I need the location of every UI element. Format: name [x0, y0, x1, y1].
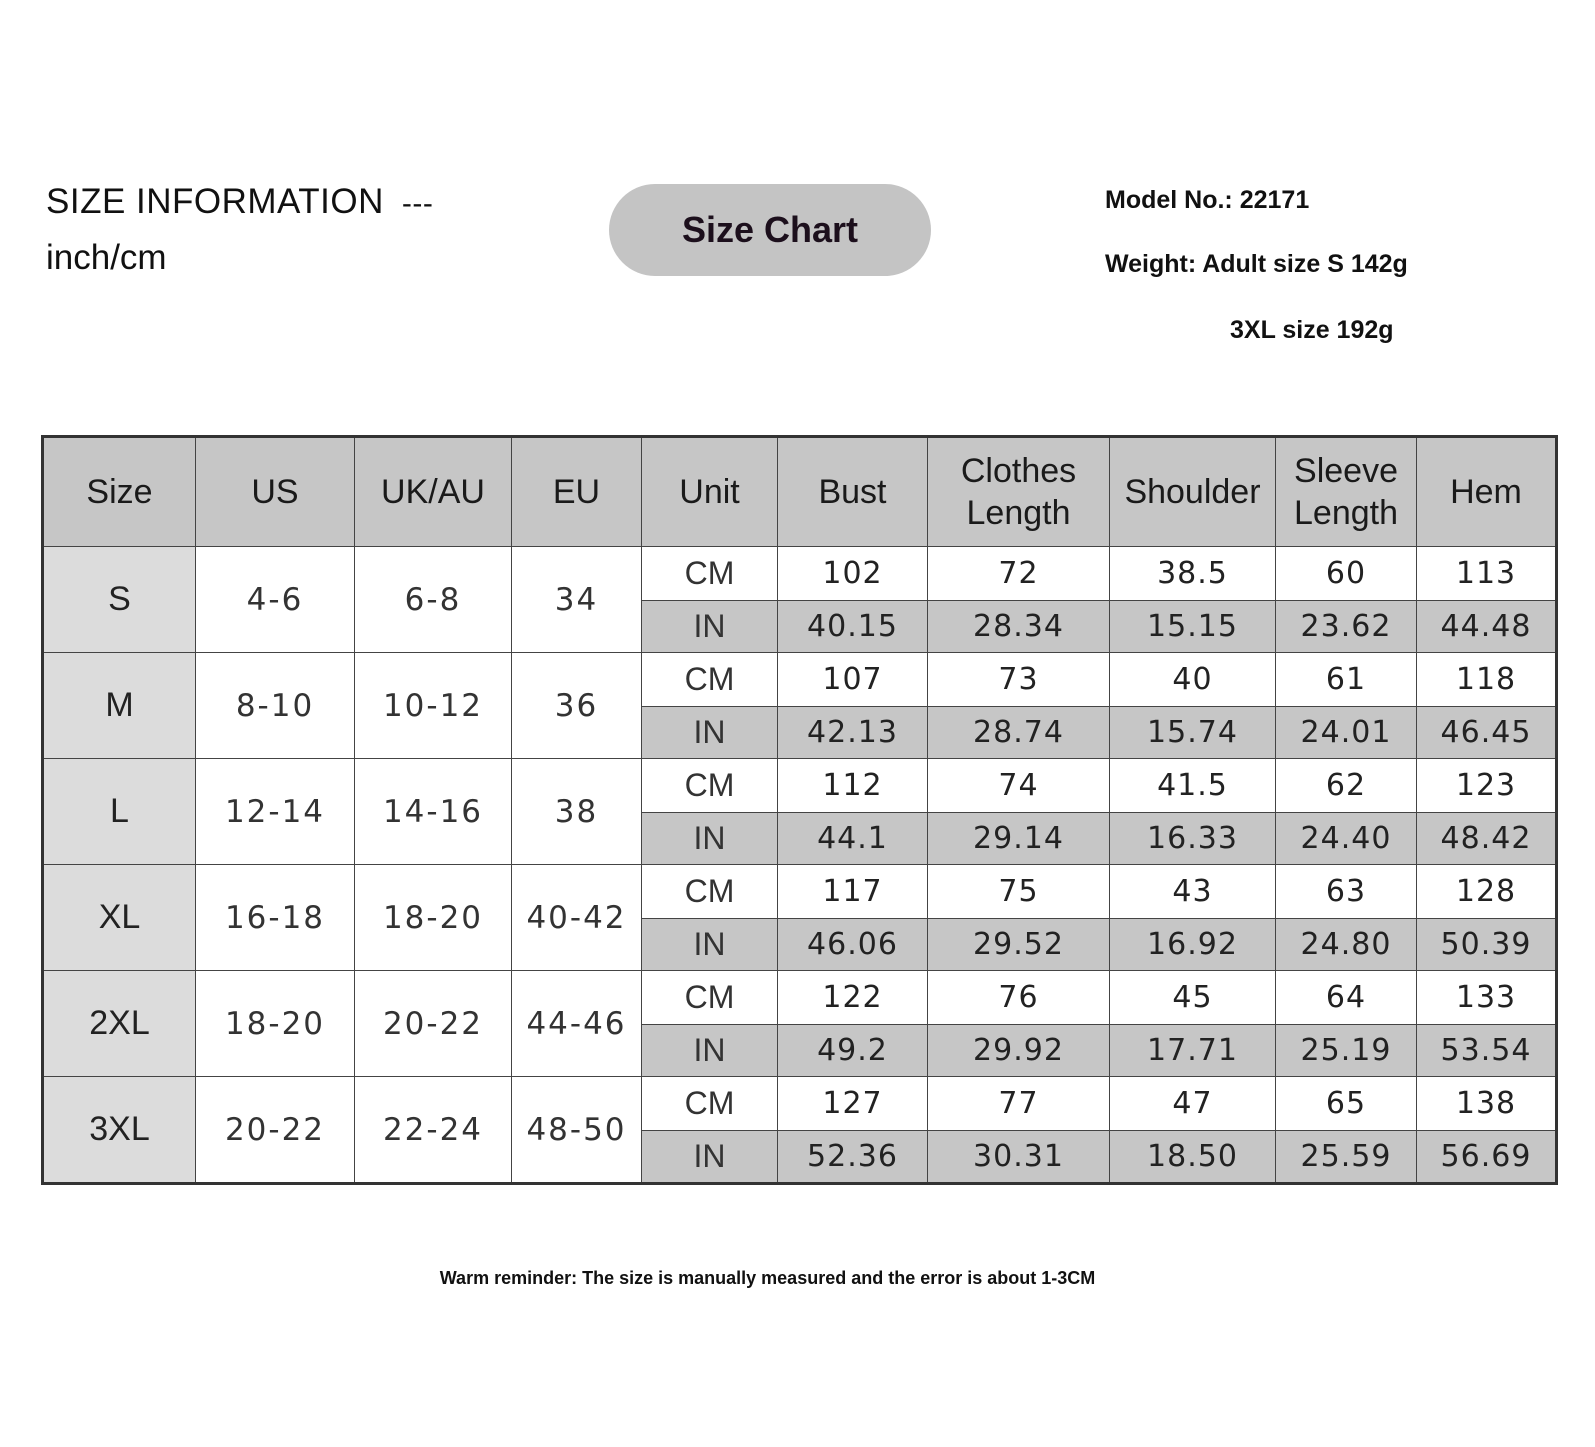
header-bust: Bust: [778, 437, 928, 547]
table-header-row: [43, 437, 1557, 547]
shoulder-value: 18.50: [1110, 1131, 1276, 1184]
header-hem: Hem: [1417, 437, 1557, 547]
length-value: 74: [928, 759, 1110, 813]
ukau-size: 6-8: [355, 547, 512, 653]
unit-cell: IN: [642, 919, 778, 971]
bust-value: 102: [778, 547, 928, 601]
length-value: 30.31: [928, 1131, 1110, 1184]
hem-value: 53.54: [1417, 1025, 1557, 1077]
sleeve-value: 25.59: [1276, 1131, 1417, 1184]
table-row-cm: [43, 653, 1557, 707]
sleeve-value: 25.19: [1276, 1025, 1417, 1077]
bust-value: 107: [778, 653, 928, 707]
length-value: 75: [928, 865, 1110, 919]
length-value: 73: [928, 653, 1110, 707]
shoulder-value: 40: [1110, 653, 1276, 707]
weight-3xl: 3XL size 192g: [1230, 316, 1394, 344]
bust-value: 127: [778, 1077, 928, 1131]
size-chart-label: Size Chart: [681, 209, 859, 250]
header-size: Size: [43, 437, 196, 547]
hem-value: 50.39: [1417, 919, 1557, 971]
unit-cell: CM: [642, 971, 778, 1025]
model-number: Model No.: 22171: [1105, 186, 1310, 214]
sleeve-value: 62: [1276, 759, 1417, 813]
hem-value: 118: [1417, 653, 1557, 707]
title-text: SIZE INFORMATION: [46, 182, 384, 221]
size-label: 2XL: [43, 971, 196, 1077]
unit-cell: CM: [642, 547, 778, 601]
table-row-cm: [43, 1077, 1557, 1131]
ukau-size: 14-16: [355, 759, 512, 865]
us-size: 18-20: [196, 971, 355, 1077]
unit-cell: IN: [642, 707, 778, 759]
warm-reminder: Warm reminder: The size is manually measured and the error is about 1-3CM: [439, 1268, 1096, 1288]
shoulder-value: 41.5: [1110, 759, 1276, 813]
size-label: L: [43, 759, 196, 865]
weight-adult-s: Weight: Adult size S 142g: [1105, 250, 1408, 278]
sleeve-value: 61: [1276, 653, 1417, 707]
unit-cell: IN: [642, 1025, 778, 1077]
us-size: 16-18: [196, 865, 355, 971]
bust-value: 40.15: [778, 601, 928, 653]
bust-value: 52.36: [778, 1131, 928, 1184]
hem-value: 44.48: [1417, 601, 1557, 653]
unit-cell: CM: [642, 759, 778, 813]
header-clothes-length-line1: Clothes: [960, 452, 1077, 490]
length-value: 29.52: [928, 919, 1110, 971]
sleeve-value: 63: [1276, 865, 1417, 919]
header-us: US: [196, 437, 355, 547]
title-dashes: ---: [401, 187, 434, 220]
unit-cell: IN: [642, 813, 778, 865]
hem-value: 138: [1417, 1077, 1557, 1131]
shoulder-value: 47: [1110, 1077, 1276, 1131]
unit-cell: CM: [642, 1077, 778, 1131]
us-size: 12-14: [196, 759, 355, 865]
sleeve-value: 23.62: [1276, 601, 1417, 653]
eu-size: 36: [512, 653, 642, 759]
unit-cell: IN: [642, 601, 778, 653]
unit-cell: CM: [642, 865, 778, 919]
bust-value: 46.06: [778, 919, 928, 971]
eu-size: 48-50: [512, 1077, 642, 1184]
sleeve-value: 24.01: [1276, 707, 1417, 759]
size-label: S: [43, 547, 196, 653]
size-label: XL: [43, 865, 196, 971]
header-ukau: UK/AU: [355, 437, 512, 547]
ukau-size: 18-20: [355, 865, 512, 971]
size-chart-badge: [609, 184, 931, 276]
eu-size: 38: [512, 759, 642, 865]
shoulder-value: 15.15: [1110, 601, 1276, 653]
bust-value: 122: [778, 971, 928, 1025]
shoulder-value: 16.33: [1110, 813, 1276, 865]
hem-value: 123: [1417, 759, 1557, 813]
table-row-cm: [43, 865, 1557, 919]
sleeve-value: 60: [1276, 547, 1417, 601]
length-value: 72: [928, 547, 1110, 601]
us-size: 4-6: [196, 547, 355, 653]
length-value: 77: [928, 1077, 1110, 1131]
hem-value: 48.42: [1417, 813, 1557, 865]
shoulder-value: 43: [1110, 865, 1276, 919]
bust-value: 112: [778, 759, 928, 813]
shoulder-value: 17.71: [1110, 1025, 1276, 1077]
sleeve-value: 65: [1276, 1077, 1417, 1131]
length-value: 28.34: [928, 601, 1110, 653]
header-sleeve-length: [1276, 437, 1417, 547]
sleeve-value: 64: [1276, 971, 1417, 1025]
us-size: 8-10: [196, 653, 355, 759]
size-label: 3XL: [43, 1077, 196, 1184]
unit-label: inch/cm: [46, 238, 167, 277]
length-value: 76: [928, 971, 1110, 1025]
ukau-size: 20-22: [355, 971, 512, 1077]
size-information-title: [46, 182, 433, 222]
shoulder-value: 15.74: [1110, 707, 1276, 759]
eu-size: 40-42: [512, 865, 642, 971]
length-value: 29.92: [928, 1025, 1110, 1077]
header-eu: EU: [512, 437, 642, 547]
header-sleeve-length-line2: Length: [1294, 494, 1398, 532]
shoulder-value: 45: [1110, 971, 1276, 1025]
table-row-cm: [43, 759, 1557, 813]
unit-cell: CM: [642, 653, 778, 707]
shoulder-value: 38.5: [1110, 547, 1276, 601]
ukau-size: 22-24: [355, 1077, 512, 1184]
hem-value: 113: [1417, 547, 1557, 601]
header-shoulder: Shoulder: [1110, 437, 1276, 547]
size-table: [41, 435, 1558, 1185]
table-body: [43, 547, 1557, 1184]
eu-size: 44-46: [512, 971, 642, 1077]
eu-size: 34: [512, 547, 642, 653]
bust-value: 44.1: [778, 813, 928, 865]
sleeve-value: 24.40: [1276, 813, 1417, 865]
unit-cell: IN: [642, 1131, 778, 1184]
us-size: 20-22: [196, 1077, 355, 1184]
header-clothes-length-line2: Length: [966, 494, 1071, 532]
hem-value: 128: [1417, 865, 1557, 919]
table-row-cm: [43, 971, 1557, 1025]
header-sleeve-length-line1: Sleeve: [1294, 452, 1398, 490]
header-clothes-length: [928, 437, 1110, 547]
ukau-size: 10-12: [355, 653, 512, 759]
table-row-cm: [43, 547, 1557, 601]
length-value: 28.74: [928, 707, 1110, 759]
hem-value: 133: [1417, 971, 1557, 1025]
sleeve-value: 24.80: [1276, 919, 1417, 971]
bust-value: 42.13: [778, 707, 928, 759]
header-unit: Unit: [642, 437, 778, 547]
bust-value: 117: [778, 865, 928, 919]
bust-value: 49.2: [778, 1025, 928, 1077]
size-label: M: [43, 653, 196, 759]
length-value: 29.14: [928, 813, 1110, 865]
shoulder-value: 16.92: [1110, 919, 1276, 971]
hem-value: 46.45: [1417, 707, 1557, 759]
hem-value: 56.69: [1417, 1131, 1557, 1184]
